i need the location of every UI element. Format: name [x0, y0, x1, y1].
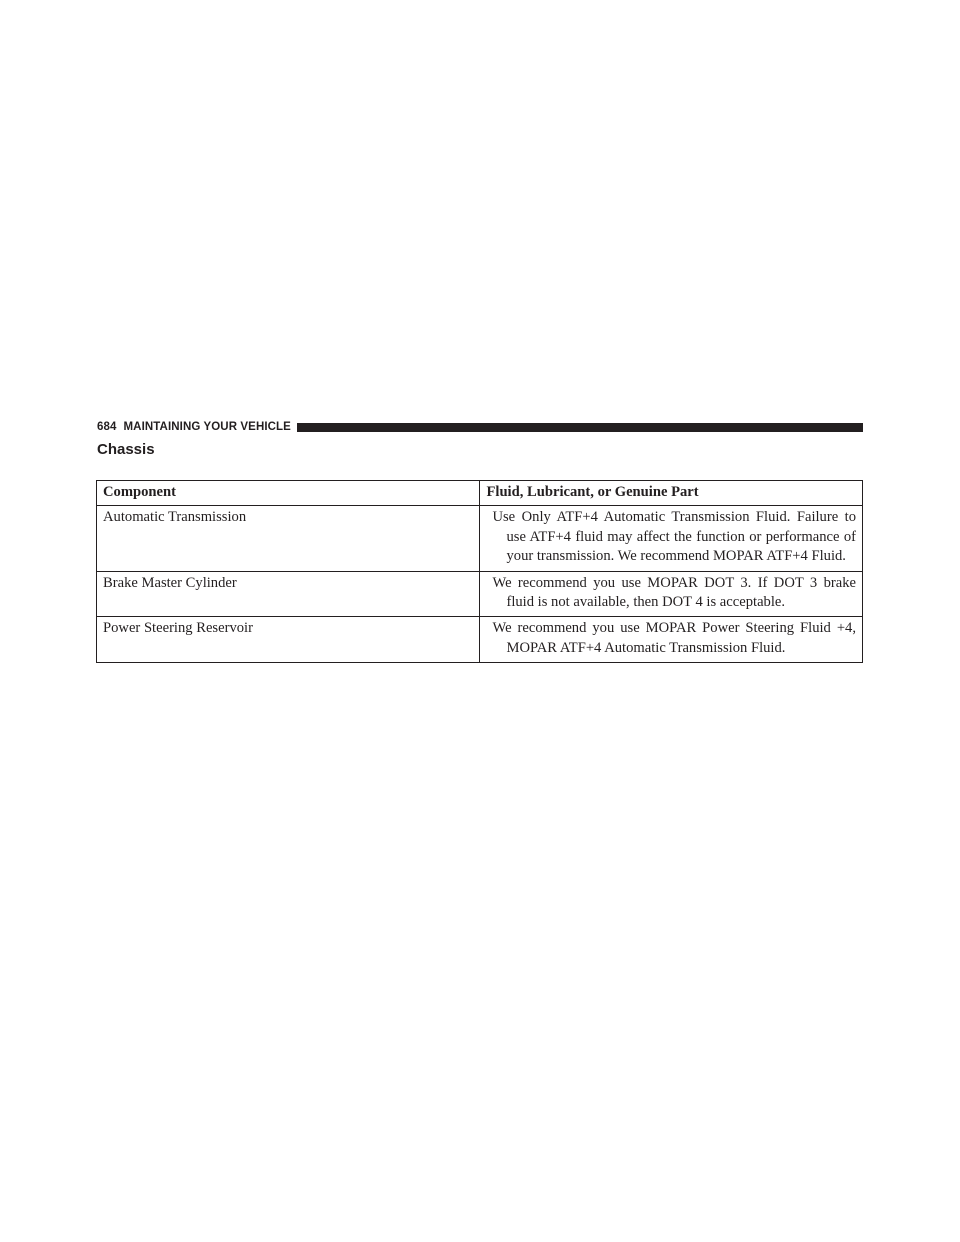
- table-row: [97, 617, 863, 663]
- page-number: 684: [97, 421, 117, 433]
- column-header-fluid: Fluid, Lubricant, or Genuine Part: [480, 481, 863, 506]
- page-title: Chassis: [97, 441, 155, 458]
- fluids-table: [96, 480, 863, 663]
- table-row: [97, 506, 863, 571]
- fluid-cell: [480, 617, 863, 663]
- header-rule: [297, 423, 863, 432]
- table-row: [97, 571, 863, 617]
- component-cell: Power Steering Reservoir: [97, 617, 480, 663]
- section-name: MAINTAINING YOUR VEHICLE: [123, 421, 291, 433]
- column-header-component: Component: [97, 481, 480, 506]
- fluid-cell: [480, 571, 863, 617]
- fluid-text: Use Only ATF+4 Automatic Transmission Fluid. Failure to use ATF+4 fluid may affect the function or performance of your transmission. We recommend MOPAR ATF+4 Fluid.: [492, 509, 856, 565]
- component-cell: Automatic Transmission: [97, 506, 480, 571]
- running-header: [97, 419, 863, 435]
- component-cell: Brake Master Cylinder: [97, 571, 480, 617]
- table-header-row: [97, 481, 863, 506]
- fluid-cell: [480, 506, 863, 571]
- fluid-text: We recommend you use MOPAR Power Steering Fluid +4, MOPAR ATF+4 Automatic Transmission Fluid.: [492, 620, 856, 656]
- fluid-text: We recommend you use MOPAR DOT 3. If DOT 3 brake fluid is not available, then DOT 4 is acceptable.: [492, 574, 856, 611]
